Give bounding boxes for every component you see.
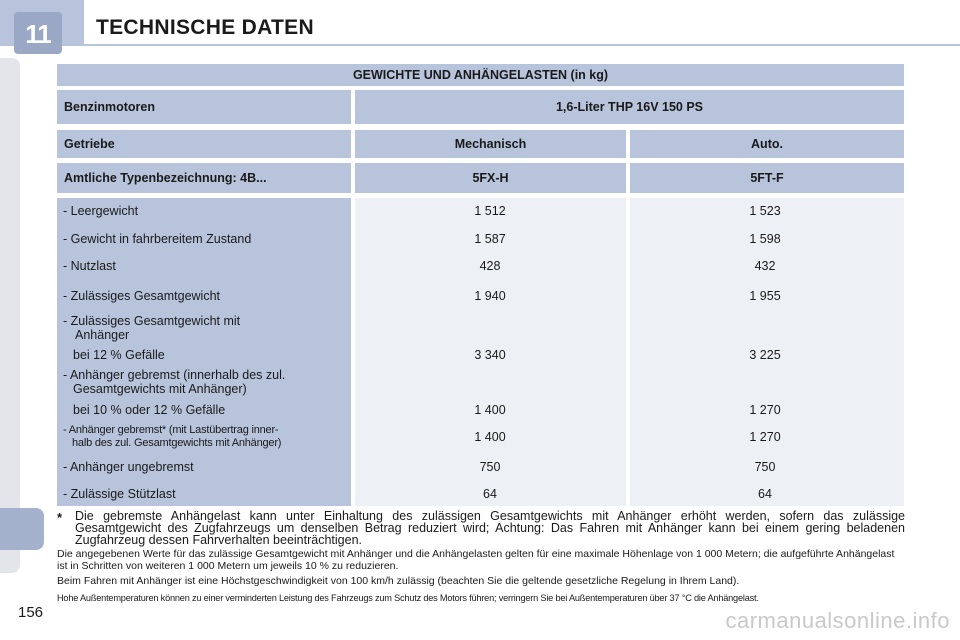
row-value: 1 587	[474, 232, 506, 246]
row-value: 1 512	[474, 204, 506, 218]
row-label-gesamtgewicht-anhaenger: - Zulässiges Gesamtgewicht mit	[63, 314, 241, 328]
gearbox-value-auto: Auto.	[630, 130, 904, 158]
row-label-leergewicht: - Leergewicht	[63, 204, 139, 218]
row-label-gesamtgewicht-anhaenger-2: Anhänger	[75, 328, 130, 342]
row-value: 1 270	[749, 430, 781, 444]
row-value: 428	[479, 259, 501, 273]
row-value: 1 400	[474, 430, 506, 444]
row-value: 432	[754, 259, 776, 273]
engine-value: 1,6-Liter THP 16V 150 PS	[355, 90, 904, 124]
note-speed: Beim Fahren mit Anhänger ist eine Höchstgeschwindigkeit von 100 km/h zulässig (beachten Sie die geltende gesetzliche Regelung in Ihrem Land).	[57, 575, 740, 587]
row-label-gebremst-2: Gesamtgewichts mit Anhänger)	[73, 382, 247, 396]
row-value: 750	[754, 460, 776, 474]
row-label-nutzlast: - Nutzlast	[63, 259, 116, 273]
note-altitude: Die angegebenen Werte für das zulässige Gesamtgewicht mit Anhänger und die Anhängelasten gelten für eine maximale Höhenlage von 1 000 Metern; die aufgeführte Anhängelast ist in Schritten von weiteren 1 000 Metern um jeweils 10 % zu reduzieren.	[57, 548, 895, 572]
watermark: carmanualsonline.info	[725, 608, 950, 633]
gearbox-value-manual: Mechanisch	[355, 130, 626, 158]
row-label-lastuebertrag: - Anhänger gebremst* (mit Lastübertrag inner-	[63, 424, 279, 436]
row-value: 3 225	[749, 348, 781, 362]
page-number: 156	[18, 604, 44, 621]
row-label-gebremst: - Anhänger gebremst (innerhalb des zul.	[63, 368, 286, 382]
row-label-lastuebertrag-2: halb des zul. Gesamtgewichts mit Anhänger)	[72, 437, 282, 449]
table-title: GEWICHTE UND ANHÄNGELASTEN (in kg)	[57, 64, 904, 86]
row-value: 750	[479, 460, 501, 474]
row-value: 1 400	[474, 403, 506, 417]
row-label-gefaelle-10-12: bei 10 % oder 12 % Gefälle	[73, 403, 226, 417]
row-label-gesamtgewicht: - Zulässiges Gesamtgewicht	[63, 289, 221, 303]
footnote-star: *	[57, 510, 63, 525]
type-value-2: 5FT-F	[630, 163, 904, 193]
row-value: 1 523	[749, 204, 781, 218]
gearbox-label: Getriebe	[57, 130, 351, 158]
type-label: Amtliche Typenbezeichnung: 4B...	[57, 163, 351, 193]
row-label-ungebremst: - Anhänger ungebremst	[63, 460, 194, 474]
row-value: 1 598	[749, 232, 781, 246]
row-label-fahrbereit: - Gewicht in fahrbereitem Zustand	[63, 232, 252, 246]
row-value: 1 955	[749, 289, 781, 303]
row-value: 64	[483, 487, 497, 501]
row-value: 64	[758, 487, 772, 501]
section-tab	[0, 508, 44, 550]
type-value-1: 5FX-H	[355, 163, 626, 193]
row-value: 1 940	[474, 289, 506, 303]
margin-strip	[0, 58, 20, 573]
row-label-gefaelle-12: bei 12 % Gefälle	[73, 348, 165, 362]
row-value: 3 340	[474, 348, 506, 362]
page-title: TECHNISCHE DATEN	[96, 16, 314, 39]
row-value: 1 270	[749, 403, 781, 417]
chapter-number: 11	[25, 18, 51, 49]
footnote-text: Die gebremste Anhängelast kann unter Einhaltung des zulässigen Gesamtgewichts mit Anhänger erhöht werden, sofern das zulässige Gesamtgewicht des Zugfahrzeugs um denselben Betrag reduziert wird; Achtung: Das Fahren mit Anhänger kann bei einem gering beladenen Zugfahrzeug dessen Fahrverhalten beeinträchtigen.	[75, 509, 905, 547]
engine-label: Benzinmotoren	[57, 90, 351, 124]
note-temperature: Hohe Außentemperaturen können zu einer verminderten Leistung des Fahrzeugs zum Schutz des Motors führen; verringern Sie bei Außentemperaturen über 37 °C die Anhängelast.	[57, 593, 759, 603]
row-label-stuetzlast: - Zulässige Stützlast	[63, 487, 176, 501]
